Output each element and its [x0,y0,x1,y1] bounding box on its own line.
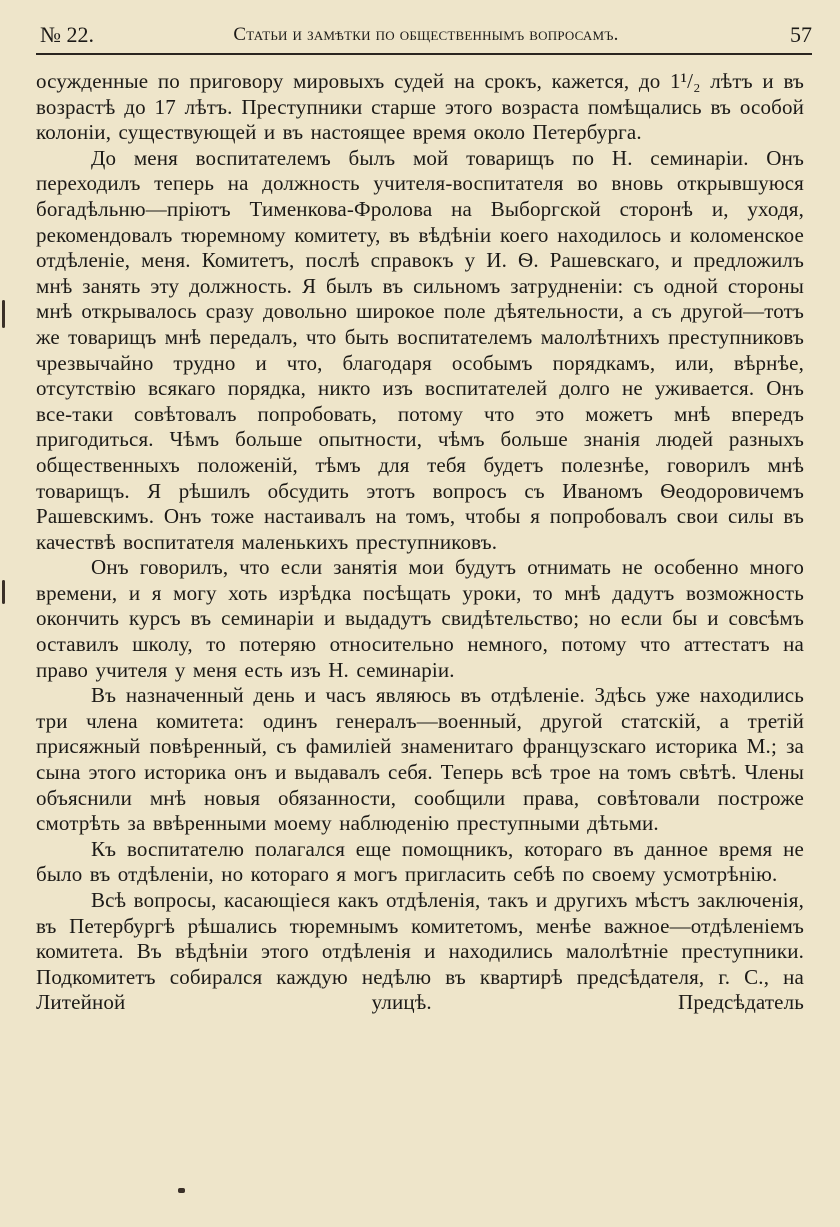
paragraph: Онъ говорилъ, что если занятія мои будутъ отнимать не особенно много времени, и я могу хоть изрѣдка посѣщать уроки, то мнѣ дадутъ возможность окончить курсъ въ семинаріи и выдадутъ свидѣтельство; но если бы и совсѣмъ оставилъ школу, то потеряю относительно немного, потому что аттестатъ на право учителя у меня есть изъ Н. семинаріи. [36,555,804,682]
section-title: Статьи и замѣтки по общественнымъ вопросамъ. [233,24,619,45]
margin-mark [2,580,5,604]
paragraph: Всѣ вопросы, касающіеся какъ отдѣленія, такъ и другихъ мѣстъ заключенія, въ Петербургѣ рѣшались тюремнымъ комитетомъ, менѣе важное—отдѣленіемъ комитета. Въ вѣдѣніи этого отдѣленія и находились малолѣтніе преступники. Подкомитетъ собирался каждую недѣлю въ квартирѣ предсѣдателя, г. С., на Литейной улицѣ. Предсѣдатель [36,888,804,1015]
paragraph: До меня воспитателемъ былъ мой товарищъ по Н. семинаріи. Онъ переходилъ теперь на должность учителя-воспитателя во вновь открывшуюся богадѣльню—пріютъ Тименкова-Фролова на Выборгской сторонѣ и, уходя, рекомендовалъ тюремному комитету, въ вѣдѣніи коего находилось и коломенское отдѣленіе, меня. Комитетъ, послѣ справокъ у И. Ѳ. Рашевскаго, и предложилъ мнѣ занять эту должность. Я былъ въ сильномъ затрудненіи: съ одной стороны мнѣ открывалось сразу довольно широкое поле дѣятельности, а съ другой—тотъ же товарищъ мнѣ передалъ, что быть воспитателемъ малолѣтнихъ преступниковъ чрезвычайно трудно и что, благодаря особымъ порядкамъ, или, вѣрнѣе, отсутствію всякаго порядка, никто изъ воспитателей долго не уживается. Онъ все-таки совѣтовалъ попробовать, потому что это можетъ мнѣ впередъ пригодиться. Чѣмъ больше опытности, чѣмъ больше знанія людей разныхъ общественныхъ положеній, тѣмъ для тебя будетъ полезнѣе, говорилъ мнѣ товарищъ. Я рѣшилъ обсудить этотъ вопросъ съ Иваномъ Ѳеодоровичемъ Рашевскимъ. Онъ тоже настаивалъ на томъ, чтобы я попробовалъ свои силы въ качествѣ воспитателя маленькихъ преступниковъ. [36,145,804,554]
margin-mark [2,300,5,328]
paragraph: Въ назначенный день и часъ являюсь въ отдѣленіе. Здѣсь уже находились три члена комитета: одинъ генералъ—военный, другой статскій, а третій присяжный повѣренный, съ фамиліей знаменитаго французскаго историка М.; за сына этого историка онъ и выдавалъ себя. Теперь всѣ трое на томъ свѣтѣ. Члены объяснили мнѣ новыя обязанности, сообщили права, совѣтовали построже смотрѣть за ввѣренными моему наблюденію преступными дѣтьми. [36,683,804,836]
paragraph: Къ воспитателю полагался еще помощникъ, котораго въ данное время не было въ отдѣленіи, но котораго я могъ пригласить себѣ по своему усмотрѣнію. [36,836,804,887]
running-header [40,22,812,52]
paragraph: осужденные по приговору мировыхъ судей на срокъ, кажется, до 1¹/₂ лѣтъ и въ возрастѣ до 17 лѣтъ. Преступники старше этого возраста помѣщались въ особой колоніи, существующей и въ настоящее время около Петербурга. [36,69,804,145]
issue-number: № 22. [40,22,94,47]
body-text [36,69,804,1016]
header-rule [36,53,812,55]
page-number: 57 [790,22,812,47]
ink-spot [178,1188,185,1193]
